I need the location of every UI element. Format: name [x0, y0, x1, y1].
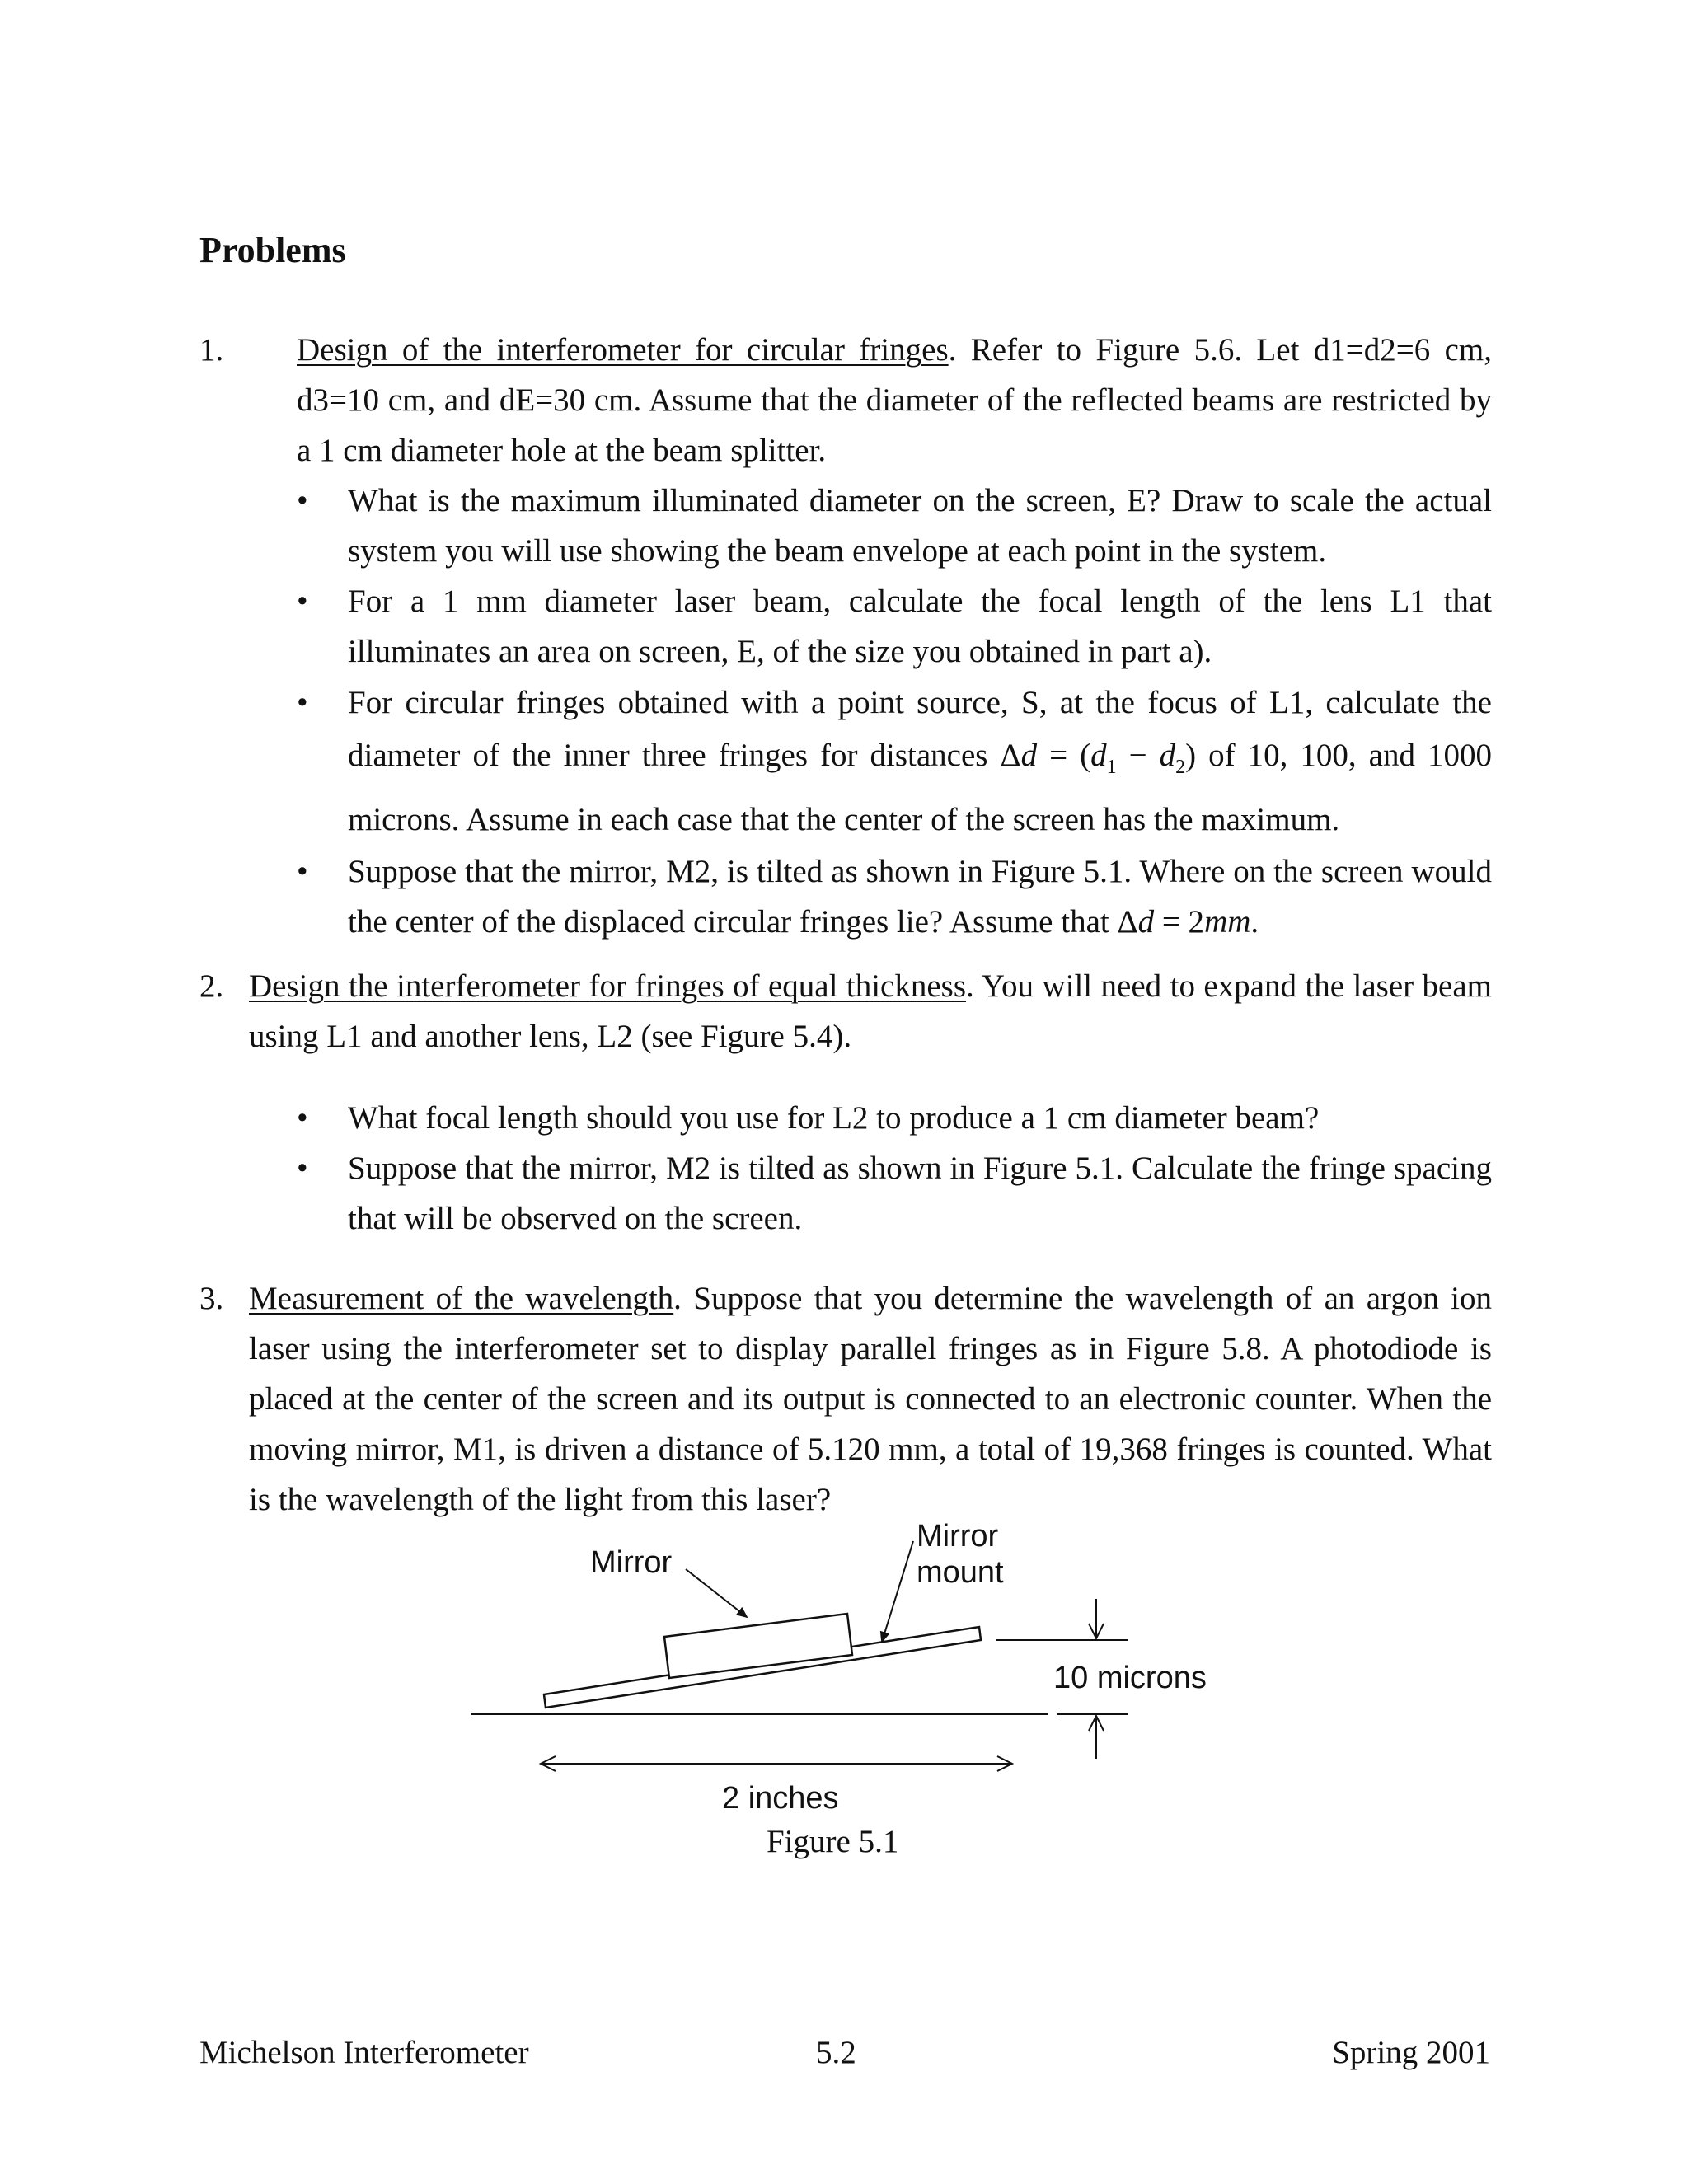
bullet-glyph: • [297, 1100, 308, 1136]
problem-number: 2. [199, 968, 224, 1004]
bullet-list [297, 476, 1492, 947]
problem-text: . You will need to expand the laser beam using L1 and another lens, L2 (see Figure 5.4). [249, 968, 1492, 1054]
height-label: 10 microns [1053, 1661, 1207, 1695]
mirror-tilt-diagram [462, 1525, 1253, 1871]
bullet-text: . [1250, 903, 1259, 940]
delta-d-value-equation: Δd = 2mm [1117, 903, 1251, 940]
bullet-text: What focal length should you use for L2 to produce a 1 cm diameter beam? [348, 1100, 1320, 1136]
problem-number: 3. [199, 1281, 224, 1316]
page-title: Problems [199, 230, 346, 270]
problem-statement [249, 961, 1492, 1062]
bullet-list [297, 1093, 1492, 1244]
mirror-pointer-arrow [686, 1569, 747, 1617]
problem-1 [199, 325, 1492, 947]
bullet-text: of 10, 100, and 1000 microns. Assume in each case that the center of the screen has the maximum. [348, 738, 1492, 837]
problem-heading: Measurement of the wavelength [249, 1281, 674, 1316]
mirror-mount-label-line2: mount [917, 1555, 1004, 1590]
bullet-glyph: • [297, 685, 308, 720]
bullet-text: For circular fringes obtained with a point source, S, at the focus of L1, calculate the diameter of the inner three fringes for distances [348, 685, 1492, 773]
problem-2 [199, 961, 1492, 1244]
bullet-text: Suppose that the mirror, M2, is tilted as shown in Figure 5.1. Where on the screen would the center of the displaced circular fringes lie? Assume that [348, 853, 1492, 940]
footer-page-number: 5.2 [816, 2035, 856, 2070]
mount-pointer-arrow [882, 1541, 913, 1642]
length-label: 2 inches [722, 1781, 839, 1816]
footer-date: Spring 2001 [1332, 2035, 1490, 2070]
problem-text: . Suppose that you determine the wavelength of an argon ion laser using the interferometer set to display parallel fringes as in Figure 5.8. A photodiode is placed at the center of the screen and its output is connected to an electronic counter. When the moving mirror, M1, is driven a distance of 5.120 mm, a total of 19,368 fringes is counted. What is the wavelength of the light from this laser? [249, 1281, 1493, 1517]
footer-title: Michelson Interferometer [199, 2035, 529, 2070]
problem-statement [297, 325, 1492, 476]
list-item [297, 846, 1492, 947]
figure-5-1 [462, 1519, 1253, 1871]
problem-heading: Design of the interferometer for circular fringes [297, 332, 949, 368]
delta-d-equation: $\Delta d = (d_1 - d_2)$ [1000, 738, 1197, 778]
problem-statement [249, 1273, 1492, 1525]
figure-caption: Figure 5.1 [767, 1824, 899, 1859]
bullet-glyph: • [297, 483, 308, 518]
bullet-glyph: • [297, 853, 308, 889]
list-item [297, 1143, 1492, 1244]
list-item [297, 476, 1492, 576]
bullet-text: What is the maximum illuminated diameter on the screen, E? Draw to scale the actual system you will use showing the beam envelope at each point in the system. [348, 483, 1492, 569]
problem-heading: Design the interferometer for fringes of equal thickness [249, 968, 967, 1004]
bullet-text: For a 1 mm diameter laser beam, calculate the focal length of the lens L1 that illuminates an area on screen, E, of the size you obtained in part a). [348, 583, 1492, 669]
mirror-mount-label-line1: Mirror [917, 1519, 999, 1554]
problem-text: . Refer to Figure 5.6. Let d1=d2=6 cm, d3=10 cm, and dE=30 cm. Assume that the diameter of the reflected beams are restricted by a 1 cm diameter hole at the beam splitter. [297, 332, 1492, 468]
bullet-glyph: • [297, 1151, 308, 1186]
list-item [297, 1093, 1492, 1143]
bullet-glyph: • [297, 583, 308, 619]
mirror-label: Mirror [590, 1545, 673, 1580]
bullet-text: Suppose that the mirror, M2 is tilted as shown in Figure 5.1. Calculate the fringe spacing that will be observed on the screen. [348, 1151, 1492, 1236]
list-item [297, 576, 1492, 677]
mirror-mount-label [917, 1518, 1004, 1591]
problem-number: 1. [199, 332, 224, 368]
problem-3 [199, 1273, 1492, 1525]
list-item [297, 677, 1492, 846]
